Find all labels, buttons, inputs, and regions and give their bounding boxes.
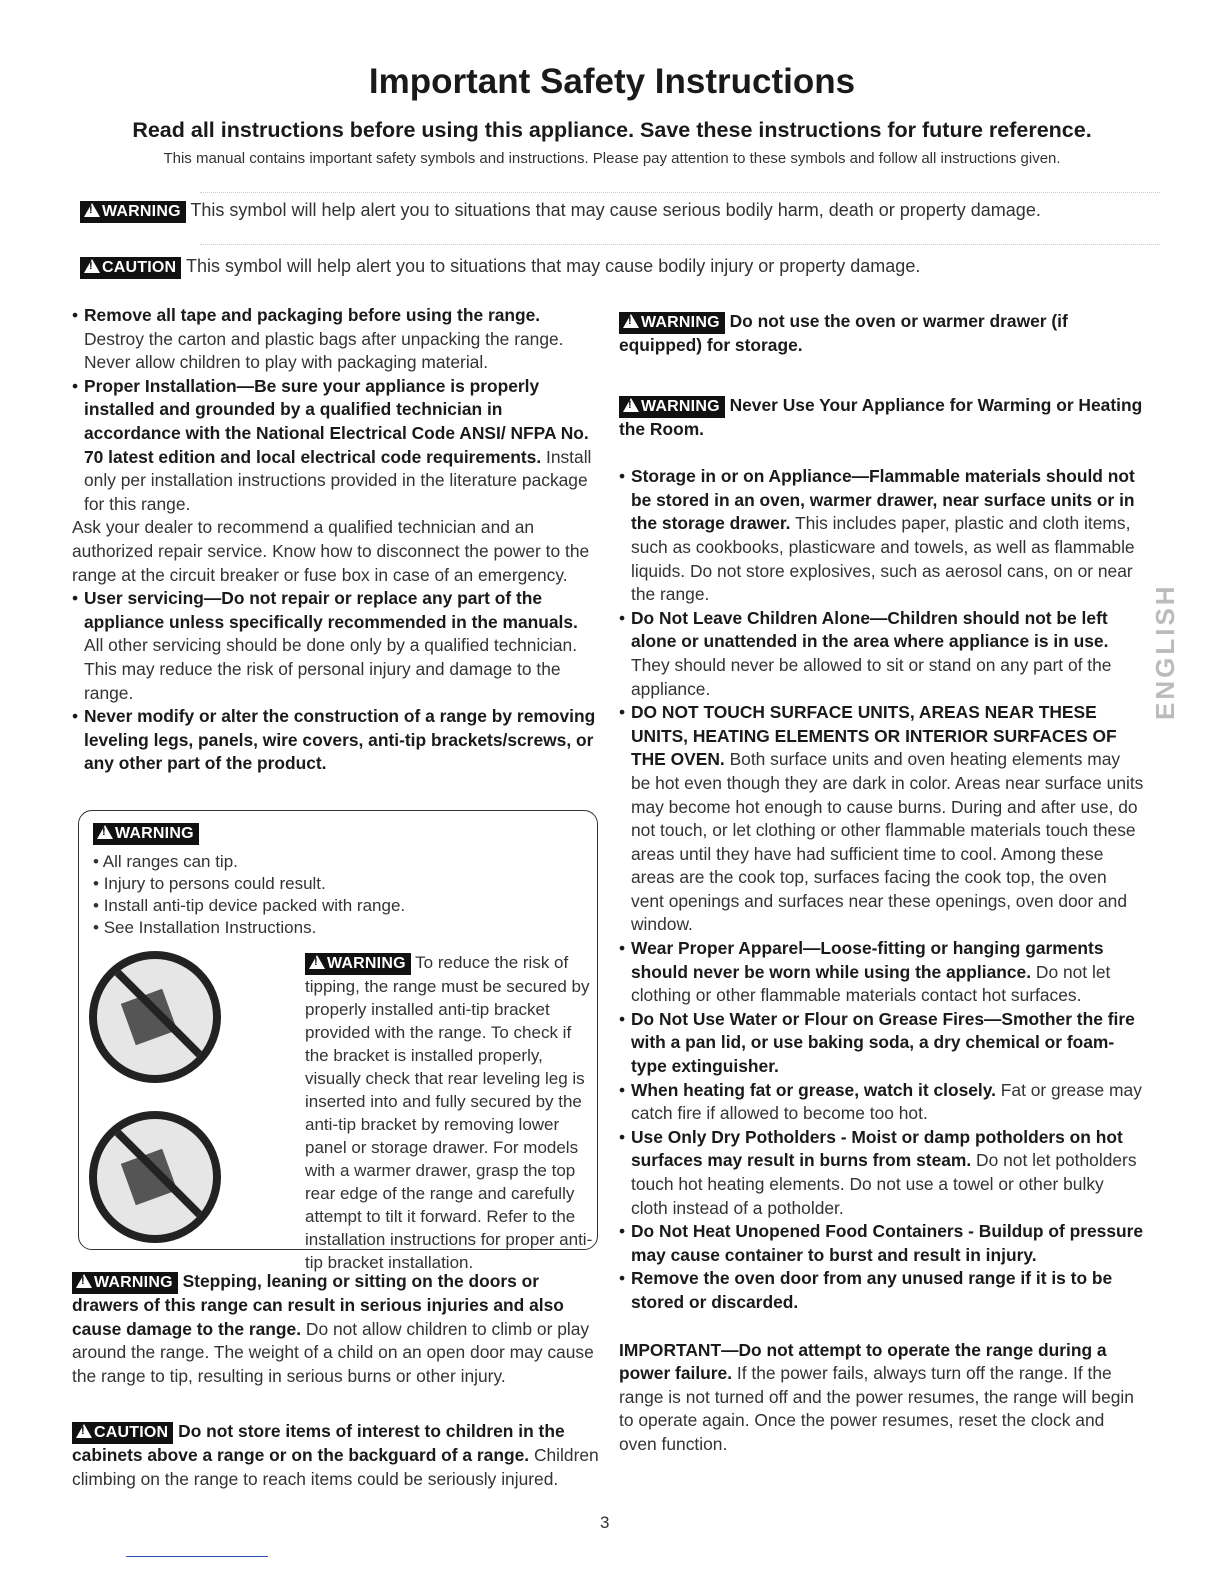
list-item: • DO NOT TOUCH SURFACE UNITS, AREAS NEAR THESE UNITS, HEATING ELEMENTS OR INTERIOR SURFACES OF THE OVEN. Both surface units and oven heating elements may be hot even though they are dark in color. Areas near surface units may become hot enough to cause burns. During and after use, do not touch, or let clothing or other flammable materials touch these areas until they have had sufficient time to cool. Among these areas are the cook top, surfaces facing the cook top, the oven vent openings and surfaces near these openings, oven door and window. (619, 702, 1144, 935)
list-item: • Wear Proper Apparel—Loose-fitting or hanging garments should never be worn while using the appliance. Do not let clothing or other flammable materials contact hot surfaces. (619, 938, 1111, 1006)
list-item: • Do Not Use Water or Flour on Grease Fires—Smother the fire with a pan lid, or use baking soda, a dry chemical or foam-type extinguisher. (619, 1008, 1135, 1077)
page-title: Important Safety Instructions (368, 62, 856, 101)
anti-tip-text: !WARNING To reduce the risk of tipping, the range must be secured by properly installed anti-tip bracket provided with the range. To check if the bracket is installed properly, visually check that rear leveling leg is inserted into and fully secured by the anti-tip bracket by removing lower panel or storage drawer. For models with a warmer drawer, grasp the top rear edge of the range and carefully attempt to tilt it forward. Refer to the installation instructions for proper anti-tip bracket installation. (305, 951, 595, 1274)
page-subtitle: Read all instructions before using this appliance. Save these instructions for future reference. (132, 118, 1092, 142)
warning-symbol-line (80, 200, 1041, 223)
intro-text: This manual contains important safety symbols and instructions. Please pay attention to these symbols and follow all instructions given. (163, 150, 1061, 167)
heating-warning: !WARNING Never Use Your Appliance for Warming or Heating the Room. (619, 394, 1144, 442)
caution-badge: !CAUTION (80, 257, 181, 279)
warning-badge: !WARNING (619, 396, 725, 418)
caution-badge: !CAUTION (72, 1422, 173, 1444)
warning-badge: !WARNING (93, 823, 199, 845)
divider (200, 244, 1160, 245)
language-tab: ENGLISH (1150, 583, 1180, 720)
warning-badge: !WARNING (80, 201, 186, 223)
list-item: • Injury to persons could result. (93, 873, 405, 895)
divider (200, 192, 1160, 193)
list-item: • Install anti-tip device packed with range. (93, 895, 405, 917)
list-item: • Storage in or on Appliance—Flammable materials should not be stored in an oven, warmer drawer, near surface units or in the storage drawer. This includes paper, plastic and cloth items, such as cookbooks, plasticware and towels, as well as flammable liquids. Do not store explosives, such as aerosol cans, on or near the range. (619, 466, 1135, 605)
warning-badge: !WARNING (305, 953, 411, 975)
alert-icon (84, 259, 100, 273)
right-column (619, 310, 1144, 1457)
storage-warning: !WARNING Do not use the oven or warmer drawer (if equipped) for storage. (619, 310, 1144, 358)
footer-rule (126, 1556, 268, 1557)
warning-list (93, 851, 405, 939)
list-item: • When heating fat or grease, watch it closely. Fat or grease may catch fire if allowed to become too hot. (619, 1079, 1142, 1124)
caution-symbol-line (80, 256, 920, 279)
list-item: • Remove all tape and packaging before using the range. Destroy the carton and plastic bags after unpacking the range. Never allow children to play with packaging material. (72, 305, 564, 373)
page-number: 3 (600, 1513, 610, 1532)
list-item: • Remove the oven door from any unused range if it is to be stored or discarded. (619, 1268, 1113, 1312)
stepping-warning: !WARNING Stepping, leaning or sitting on the doors or drawers of this range can result in serious injuries and also cause damage to the range. Do not allow children to climb or play around the range. The weight of a child on an open door may cause the range to tip, resulting in serious burns or other injury. (72, 1270, 600, 1388)
left-column (72, 304, 600, 776)
alert-icon (84, 203, 100, 217)
anti-tip-warning-box (78, 810, 598, 1272)
warning-badge: !WARNING (619, 312, 725, 334)
list-item: • See Installation Instructions. (93, 917, 405, 939)
tip-prohibited-icon (89, 1111, 221, 1243)
list-item: • Use Only Dry Potholders - Moist or damp potholders on hot surfaces may result in burns from steam. Do not let potholders touch hot heating elements. Do not use a towel or other bulky cloth instead of a potholder. (619, 1126, 1137, 1218)
list-item: • Do Not Heat Unopened Food Containers - Buildup of pressure may cause container to burst and result in injury. (619, 1221, 1144, 1265)
list-item: • Proper Installation—Be sure your appliance is properly installed and grounded by a qualified technician in accordance with the National Electrical Code ANSI/ NFPA No. 70 latest edition and local electrical code requirements. Install only per installation instructions provided in the literature package for this range. (72, 375, 592, 514)
alert-icon (309, 955, 325, 969)
paragraph: Ask your dealer to recommend a qualified technician and an authorized repair service. Know how to disconnect the power to the range at the circuit breaker or fuse box in case of an emergency. (72, 517, 590, 585)
list-item: • Never modify or alter the construction of a range by removing leveling legs, panels, wire covers, anti-tip brackets/screws, or any other part of the product. (72, 706, 596, 774)
list-item: • User servicing—Do not repair or replace any part of the appliance unless specifically recommended in the manuals. All other servicing should be done only by a qualified technician. This may reduce the risk of personal injury and damage to the range. (72, 588, 578, 703)
alert-icon (623, 398, 639, 412)
alert-icon (623, 314, 639, 328)
list-item: • Do Not Leave Children Alone—Children should not be left alone or unattended in the area where appliance is in use. They should never be allowed to sit or stand on any part of the appliance. (619, 607, 1112, 699)
important-note: IMPORTANT—Do not attempt to operate the range during a power failure. If the power fails, always turn off the range. If the range is not turned off and the power resumes, the range will begin to operate again. Once the power resumes, reset the clock and oven function. (619, 1339, 1134, 1454)
children-caution: !CAUTION Do not store items of interest to children in the cabinets above a range or on the backguard of a range. Children climbing on the range to reach items could be seriously injured. (72, 1420, 600, 1491)
alert-icon (76, 1274, 92, 1288)
alert-icon (76, 1424, 92, 1438)
list-item: • All ranges can tip. (93, 851, 405, 873)
caution-symbol-text: This symbol will help alert you to situations that may cause bodily injury or property damage. (185, 256, 921, 276)
tip-prohibited-icon (89, 951, 221, 1083)
warning-symbol-text: This symbol will help alert you to situations that may cause serious bodily harm, death or property damage. (190, 200, 1041, 220)
warning-badge: !WARNING (72, 1272, 178, 1294)
alert-icon (97, 825, 113, 839)
